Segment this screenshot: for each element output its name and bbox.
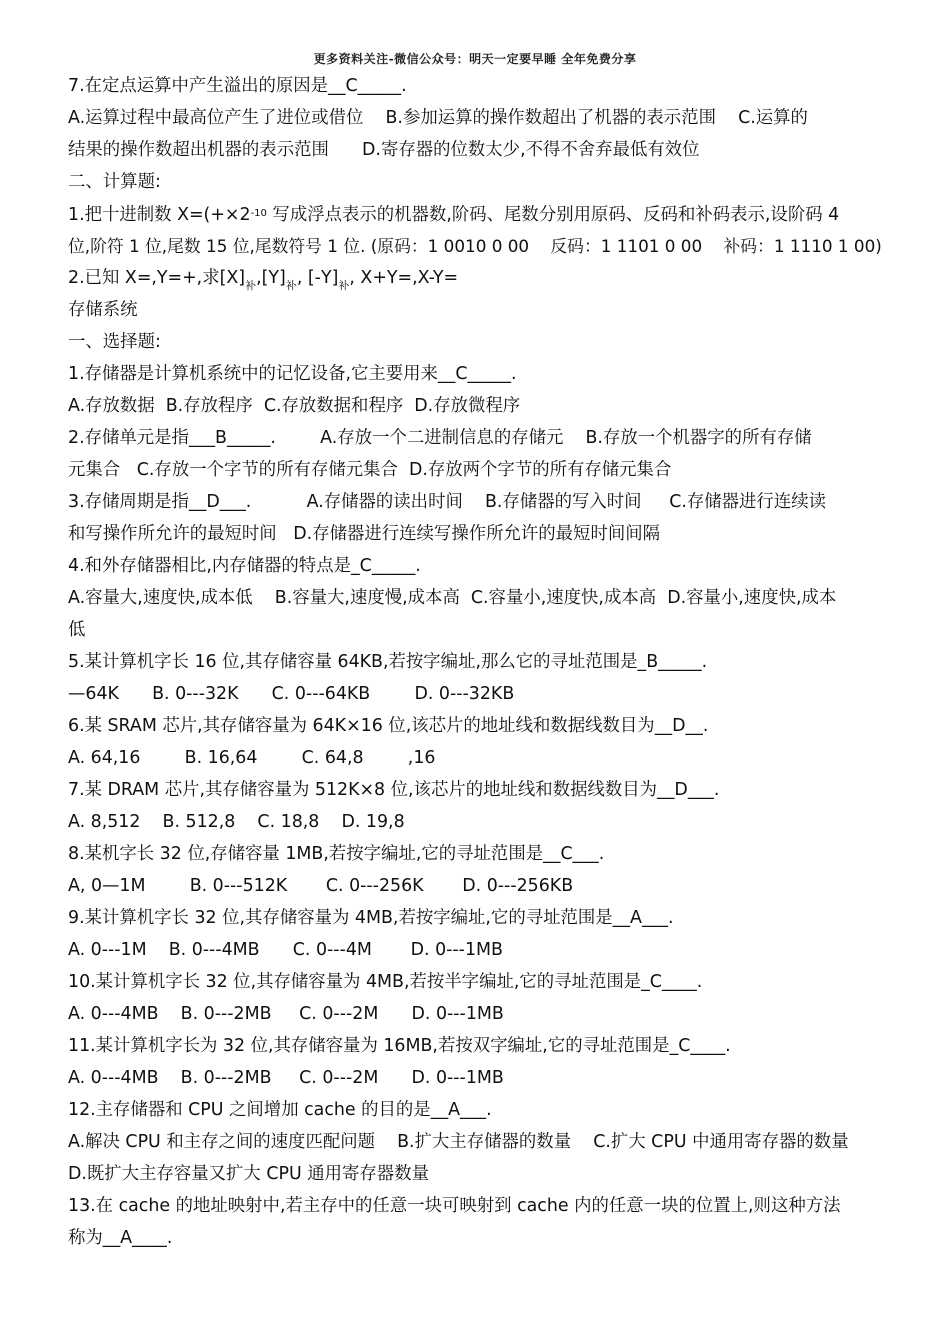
subscript: 补: [245, 279, 257, 292]
question: 3.存储周期是指__D___. A.存储器的读出时间 B.存储器的写入时间 C.存储器进行连续读: [68, 492, 826, 512]
document-body: [68, 70, 884, 1254]
question: 4.和外存储器相比,内存储器的特点是_C_____.: [68, 556, 421, 576]
question: 8.某机字长 32 位,存储容量 1MB,若按字编址,它的寻址范围是__C___.: [68, 844, 605, 864]
section-title: 存储系统: [68, 300, 138, 320]
options: —64K B. 0---32K C. 0---64KB D. 0---32KB: [68, 684, 515, 704]
text-line: [68, 198, 884, 230]
options: A, 0—1M B. 0---512K C. 0---256K D. 0---256KB: [68, 876, 574, 896]
text-line: A.运算过程中最高位产生了进位或借位 B.参加运算的操作数超出了机器的表示范围 C.运算的: [68, 108, 808, 128]
question: 13.在 cache 的地址映射中,若主存中的任意一块可映射到 cache 内的任意一块的位置上,则这种方法: [68, 1196, 841, 1216]
section-heading: 二、计算题:: [68, 172, 161, 192]
page-header: 更多资料关注-微信公众号：明天一定要早睡 全年免费分享: [313, 52, 637, 66]
exponent: -10: [250, 208, 267, 219]
options: A. 8,512 B. 512,8 C. 18,8 D. 19,8: [68, 812, 405, 832]
subscript: 补: [285, 279, 297, 292]
text-fragment: ,[Y]: [256, 268, 286, 288]
question: 5.某计算机字长 16 位,其存储容量 64KB,若按字编址,那么它的寻址范围是_B_____.: [68, 652, 708, 672]
options: A.容量大,速度快,成本低 B.容量大,速度慢,成本高 C.容量小,速度快,成本高 D.容量小,速度快,成本: [68, 588, 837, 608]
text-line: 结果的操作数超出机器的表示范围 D.寄存器的位数太少,不得不舍弃最低有效位: [68, 140, 700, 160]
question: 10.某计算机字长 32 位,其存储容量为 4MB,若按半字编址,它的寻址范围是_C____.: [68, 972, 703, 992]
question: 7.某 DRAM 芯片,其存储容量为 512K×8 位,该芯片的地址线和数据线数目为__D___.: [68, 780, 720, 800]
text-fragment: , X+Y=,X-Y=: [349, 268, 459, 288]
options: D.既扩大主存容量又扩大 CPU 通用寄存器数量: [68, 1164, 429, 1184]
options: 元集合 C.存放一个字节的所有存储元集合 D.存放两个字节的所有存储元集合: [68, 460, 672, 480]
options: A. 0---4MB B. 0---2MB C. 0---2M D. 0---1MB: [68, 1068, 504, 1088]
text-line: 位,阶符 1 位,尾数 15 位,尾数符号 1 位. (原码：1 0010 0 00 反码：1 1101 0 00 补码：1 1110 1 00): [68, 236, 882, 256]
options: A. 64,16 B. 16,64 C. 64,8 ,16: [68, 748, 436, 768]
text-fragment: 1.把十进制数 X=(+×2: [68, 205, 251, 225]
options: A. 0---1M B. 0---4MB C. 0---4M D. 0---1MB: [68, 940, 503, 960]
text-fragment: 2.已知 X=,Y=+,求[X]: [68, 268, 246, 288]
question: 2.存储单元是指___B_____. A.存放一个二进制信息的存储元 B.存放一个机器字的所有存储: [68, 428, 812, 448]
question: 1.存储器是计算机系统中的记忆设备,它主要用来__C_____.: [68, 364, 517, 384]
options: 和写操作所允许的最短时间 D.存储器进行连续写操作所允许的最短时间间隔: [68, 524, 661, 544]
text-line: [68, 262, 884, 294]
question: 称为__A____.: [68, 1228, 173, 1248]
section-heading: 一、选择题:: [68, 332, 161, 352]
question: 9.某计算机字长 32 位,其存储容量为 4MB,若按字编址,它的寻址范围是__A___.: [68, 908, 674, 928]
question: 11.某计算机字长为 32 位,其存储容量为 16MB,若按双字编址,它的寻址范围是_C____.: [68, 1036, 731, 1056]
options: A. 0---4MB B. 0---2MB C. 0---2M D. 0---1MB: [68, 1004, 504, 1024]
question: 6.某 SRAM 芯片,其存储容量为 64K×16 位,该芯片的地址线和数据线数目为__D__.: [68, 716, 709, 736]
options: A.解决 CPU 和主存之间的速度匹配问题 B.扩大主存储器的数量 C.扩大 CPU 中通用寄存器的数量: [68, 1132, 849, 1152]
text-line: 7.在定点运算中产生溢出的原因是__C_____.: [68, 76, 407, 96]
subscript: 补: [338, 279, 350, 292]
options: A.存放数据 B.存放程序 C.存放数据和程序 D.存放微程序: [68, 396, 521, 416]
text-fragment: 写成浮点表示的机器数,阶码、尾数分别用原码、反码和补码表示,设阶码 4: [266, 205, 840, 225]
text-fragment: , [-Y]: [296, 268, 339, 288]
options: 低: [68, 620, 86, 640]
question: 12.主存储器和 CPU 之间增加 cache 的目的是__A___.: [68, 1100, 492, 1120]
